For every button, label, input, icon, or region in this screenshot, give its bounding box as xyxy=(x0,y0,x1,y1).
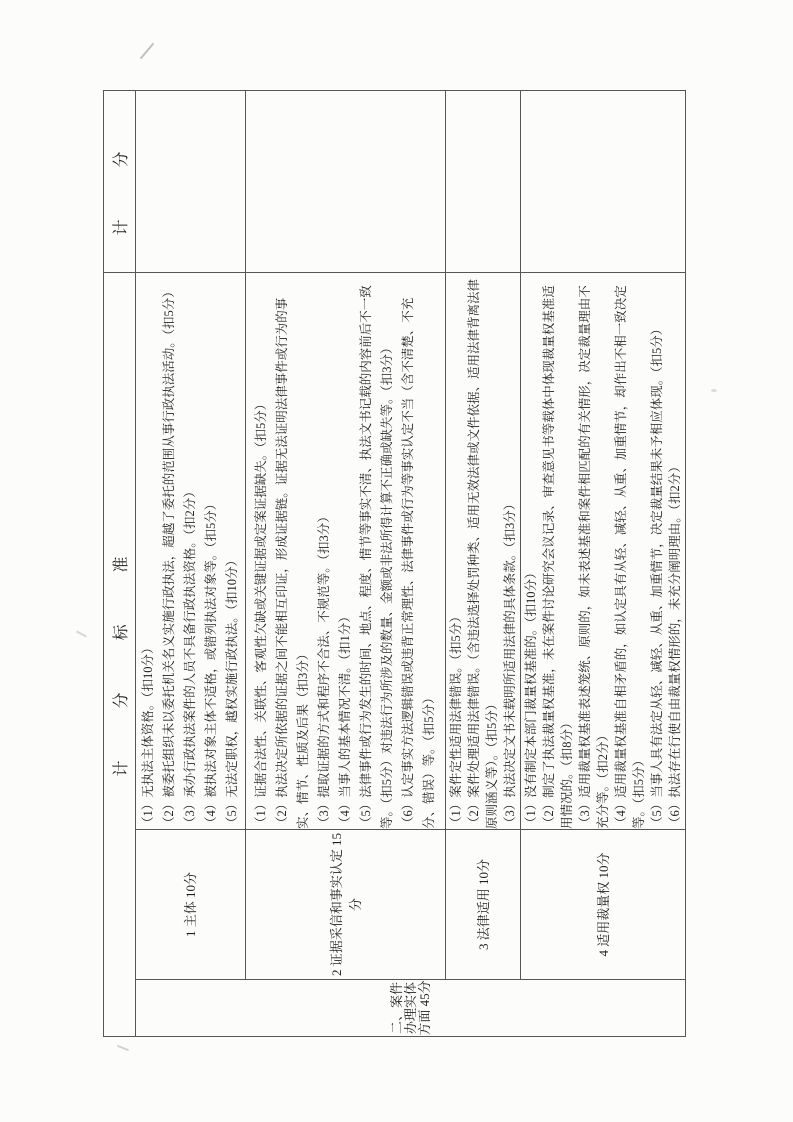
scan-artifact xyxy=(76,631,87,638)
criteria-cell-law-application xyxy=(446,273,521,830)
criteria-item: （2）被委托组织未以委托机关名义实施行政执法，超越了委托的范围从事行政执法活动。（扣5分） xyxy=(162,285,176,829)
criteria-item: （2）执法决定所依据的证据之间不能相互印证，形成证据链。证据无法证明法律事件或行为的事实、情节、性质及后果（扣3分） xyxy=(275,297,310,829)
score-header-cell xyxy=(104,91,136,273)
criteria-cell-subject xyxy=(136,273,246,830)
score-header-label: 计 分 xyxy=(113,127,130,236)
table-row-evidence xyxy=(246,91,446,1037)
criteria-item: （1）案件定性适用法律错误。（扣5分） xyxy=(449,610,463,829)
criteria-item: （3）适用裁量权基准表述笼统、原则的，如未表述基准和案件相匹配的有关情形，决定裁量理由不充分等。（扣2分） xyxy=(578,285,610,829)
criteria-cell-discretion xyxy=(521,273,686,830)
criteria-item: （3）提取证据的方式和程序不合法、不规范等。（扣3分） xyxy=(317,510,331,829)
header-row xyxy=(104,91,136,1037)
row-label-text: 4 适用裁量权 10分 xyxy=(595,852,611,957)
row-label-text: 1 主体 10分 xyxy=(183,872,198,938)
table-row-law-application xyxy=(446,91,521,1037)
criteria-header-label: 计 分 标 准 xyxy=(113,532,130,777)
table-row-subject xyxy=(136,91,246,1037)
criteria-item: （6）执法存在行使自由裁量权情形的，未充分阐明理由。（扣2分） xyxy=(668,460,682,829)
criteria-item: （1）无执法主体资格。（扣10分） xyxy=(141,641,155,829)
criteria-item: （1）没有制定本部门裁量权基准的。（扣10分） xyxy=(524,566,538,829)
score-cell-discretion xyxy=(521,91,686,273)
criteria-item: （4）适用裁量权基准自相矛盾的，如认定具有从轻、减轻、从重、加重情节，却作出不相一致决定等。（扣5分） xyxy=(614,285,646,829)
row-label-text: 2 证据采信和事实认定 15分 xyxy=(328,833,363,977)
scan-artifact xyxy=(117,1045,129,1051)
rotated-table-wrapper xyxy=(103,91,685,1037)
criteria-item: （1）证据合法性、关联性、客观性欠缺或关键证据或定案证据缺失。（扣5分） xyxy=(254,397,268,829)
row-label-text: 3 法律适用 10分 xyxy=(475,859,491,951)
criteria-item: （2）制定了执法裁量权基准，未在案件讨论研究会议记录、审查意见书等载体中体现裁量权基准适用情况的。（扣8分） xyxy=(542,285,574,829)
score-cell-evidence xyxy=(246,91,446,273)
category-label: 二、案件办理实体方面 45分 xyxy=(388,980,432,1036)
criteria-header-cell xyxy=(104,273,136,1037)
score-cell-subject xyxy=(136,91,246,273)
scan-artifact xyxy=(140,43,154,60)
criteria-item: （4）当事人的基本情况不清。（扣1分） xyxy=(338,610,352,829)
row-label-evidence xyxy=(246,830,446,980)
criteria-item: （5）法律事件或行为发生的时间、地点、程度、情节等事实不清、执法文书记载的内容前后不一致等。（扣5分）对违法行为所涉及的数量、金额或非法所得计算不正确或缺失等。（扣3分） xyxy=(359,285,394,829)
scan-artifact xyxy=(711,389,717,392)
criteria-item: （5）当事人具有法定从轻、减轻、从重、加重情节，决定裁量结果未予相应体现。（扣5分） xyxy=(650,322,664,829)
table-row-discretion xyxy=(521,91,686,1037)
criteria-item: （5）无法定职权，越权实施行政执法。（扣10分） xyxy=(225,553,239,829)
row-label-law-application xyxy=(446,830,521,980)
criteria-item: （3）承办行政执法案件的人员不具备行政执法资格。（扣2分） xyxy=(183,485,197,829)
row-label-subject xyxy=(136,830,246,980)
criteria-item: （4）被执法对象主体不适格，或错列执法对象等。（扣5分） xyxy=(204,497,218,829)
category-cell xyxy=(136,980,686,1037)
criteria-item: （3）执法决定文书未载明所适用法律的具体条款。（扣3分） xyxy=(503,497,517,829)
criteria-item: （2）案件处理适用法律错误。（含违法选择处罚种类、适用无效法律或文件依据、适用法律背离法律原则涵义等）。（扣5分） xyxy=(467,278,499,829)
scoring-standards-table xyxy=(103,90,686,1037)
criteria-cell-evidence xyxy=(246,273,446,830)
criteria-item: （6）认定事实方法逻辑错误或违背正常理性、法律事件或行为等事实认定不当（含不清楚、不充分、错误）等。（扣5分） xyxy=(401,297,436,829)
row-label-discretion xyxy=(521,830,686,980)
score-cell-law-application xyxy=(446,91,521,273)
